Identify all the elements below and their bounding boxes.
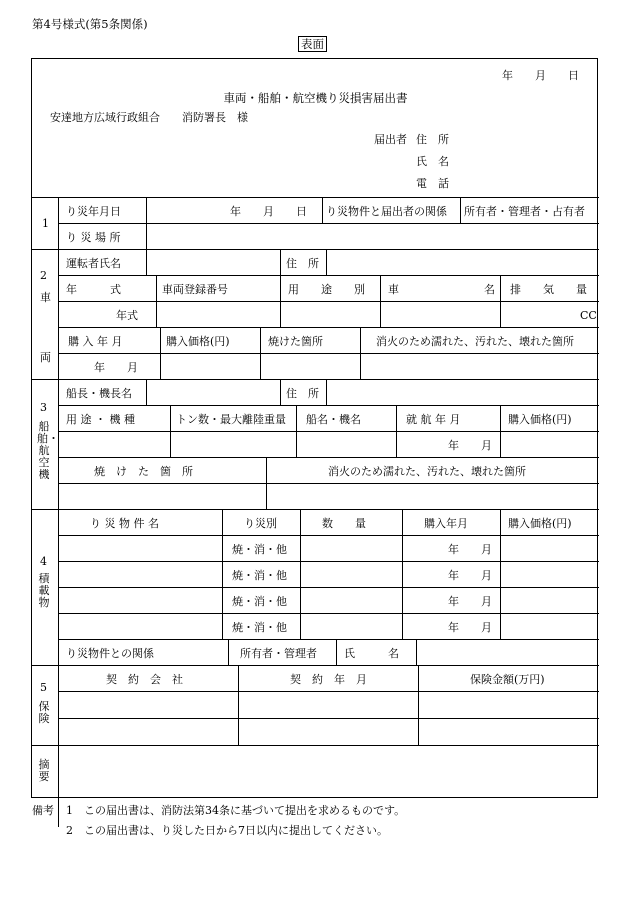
rule <box>300 509 301 639</box>
rule <box>146 379 147 405</box>
rule <box>58 561 599 562</box>
sec2-col-year: 年 式 <box>66 283 121 296</box>
sec2-wet: 消火のため濡れた、汚れた、壊れた箇所 <box>376 335 574 348</box>
rule <box>326 249 327 275</box>
sec5-col-ym: 契 約 年 月 <box>290 673 367 686</box>
submitter-address-label: 住 所 <box>416 133 449 146</box>
summary-side-label: 摘要 <box>38 758 50 783</box>
sec1-number: 1 <box>42 217 49 230</box>
rule <box>416 639 417 665</box>
rule <box>58 301 599 302</box>
sec3-ym-unit: 年 月 <box>448 439 492 452</box>
rule <box>402 509 403 639</box>
sec5-col-company: 契 約 会 社 <box>106 673 183 686</box>
form-code: 第4号様式(第5条関係) <box>32 17 148 31</box>
notes-label: 備考 <box>32 804 54 817</box>
sec4-relation-owner[interactable]: 所有者・管理者 <box>240 647 317 660</box>
rule <box>222 509 223 639</box>
rule <box>58 613 599 614</box>
sec3-col-ym: 就 航 年 月 <box>406 413 461 426</box>
sec2-col-use: 用 途 別 <box>288 283 365 296</box>
rule <box>58 457 599 458</box>
sec5-col-amount: 保険金額(万円) <box>470 673 545 686</box>
sec4-row-ym: 年 月 <box>448 543 492 556</box>
rule <box>58 483 599 484</box>
sec2-cc-unit: CC <box>580 309 597 322</box>
rule <box>58 353 599 354</box>
form-title: 車両・船舶・航空機り災損害届出書 <box>223 91 408 105</box>
sec2-side-b: 両 <box>40 351 51 364</box>
rule <box>32 197 599 198</box>
rule <box>146 249 147 275</box>
addressee: 安達地方広域行政組合 消防署長 様 <box>50 111 248 124</box>
rule <box>326 379 327 405</box>
sec2-number: 2 <box>40 269 47 282</box>
sec2-col-reg: 車両登録番号 <box>162 283 228 296</box>
sec2-col-name: 名 <box>484 283 495 296</box>
sec3-side-label: 船舶・航空機 <box>37 420 59 481</box>
rule <box>32 509 599 510</box>
sec4-row-kind[interactable]: 焼・消・他 <box>232 595 287 608</box>
sec3-wet: 消火のため濡れた、汚れた、壊れた箇所 <box>328 465 526 478</box>
rule <box>58 405 599 406</box>
rule <box>58 639 599 640</box>
sec4-col-kind: り災別 <box>244 517 277 530</box>
sec2-driver-label: 運転者氏名 <box>66 257 121 270</box>
sec1-relation-value[interactable]: 所有者・管理者・占有者 <box>464 205 585 218</box>
submitter-label: 届出者 <box>374 133 407 146</box>
sec3-number: 3 <box>40 401 47 414</box>
rule <box>58 691 599 692</box>
sec4-col-price: 購入価格(円) <box>508 517 572 530</box>
sec4-col-qty: 数 量 <box>322 517 366 530</box>
sec1-place-label: り 災 場 所 <box>66 231 121 244</box>
rule <box>58 431 599 432</box>
sec5-side-label: 保険 <box>38 700 50 725</box>
rule <box>280 249 281 275</box>
rule <box>58 275 599 276</box>
sec2-col-disp: 排 気 量 <box>510 283 587 296</box>
rule <box>500 509 501 639</box>
sec4-col-ym: 購入年月 <box>424 517 468 530</box>
sec2-burned: 焼けた箇所 <box>268 335 323 348</box>
sec4-row-ym: 年 月 <box>448 595 492 608</box>
rule <box>280 379 281 405</box>
rule <box>32 249 599 250</box>
sec4-row-ym: 年 月 <box>448 569 492 582</box>
sec5-number: 5 <box>40 681 47 694</box>
sec3-address-label: 住 所 <box>286 387 319 400</box>
sec4-number: 4 <box>40 555 47 568</box>
submitter-phone-label: 電 話 <box>416 177 449 190</box>
rule <box>228 639 229 665</box>
sec2-side-a: 車 <box>40 291 51 304</box>
sec1-date-label: り災年月日 <box>66 205 121 218</box>
sec3-col-name: 船名・機名 <box>306 413 361 426</box>
face-label: 表面 <box>298 36 327 52</box>
rule <box>58 718 599 719</box>
sec2-year-unit: 年式 <box>116 309 138 322</box>
sec4-row-kind[interactable]: 焼・消・他 <box>232 543 287 556</box>
sec3-col-use: 用 途 ・ 機 種 <box>66 413 135 426</box>
rule <box>238 665 239 745</box>
sec4-row-kind[interactable]: 焼・消・他 <box>232 569 287 582</box>
sec2-ym-unit: 年 月 <box>94 361 138 374</box>
submitter-name-label: 氏 名 <box>416 155 449 168</box>
sec4-row-ym: 年 月 <box>448 621 492 634</box>
sec4-relation-name: 氏 名 <box>344 647 399 660</box>
sec3-burned: 焼 け た 箇 所 <box>94 465 193 478</box>
rule <box>32 379 599 380</box>
rule <box>58 535 599 536</box>
form-frame <box>31 58 598 798</box>
sec1-date-value[interactable]: 年 月 日 <box>230 205 307 218</box>
sec2-purchase-ym: 購 入 年 月 <box>68 335 123 348</box>
sec4-row-kind[interactable]: 焼・消・他 <box>232 621 287 634</box>
header-date[interactable]: 年 月 日 <box>502 69 579 82</box>
rule <box>58 223 599 224</box>
sec2-address-label: 住 所 <box>286 257 319 270</box>
section-col-divider <box>58 197 59 827</box>
rule <box>460 197 461 223</box>
rule <box>58 587 599 588</box>
note-item: 2 この届出書は、り災した日から7日以内に提出してください。 <box>66 824 388 837</box>
sec3-col-ton: トン数・最大離陸重量 <box>176 413 286 426</box>
sec4-side-label: 積載物 <box>38 572 50 609</box>
sec2-col-car: 車 <box>388 283 399 296</box>
rule <box>418 665 419 745</box>
rule <box>58 327 599 328</box>
sec4-relation-label: り災物件との関係 <box>66 647 154 660</box>
rule <box>336 639 337 665</box>
sec3-captain-label: 船長・機長名 <box>66 387 132 400</box>
sec4-col-item: り 災 物 件 名 <box>90 517 159 530</box>
rule <box>32 745 599 746</box>
rule <box>32 665 599 666</box>
note-item: 1 この届出書は、消防法第34条に基づいて提出を求めるものです。 <box>66 804 406 817</box>
sec3-col-price: 購入価格(円) <box>508 413 572 426</box>
sec2-purchase-price: 購入価格(円) <box>166 335 230 348</box>
sec1-relation-label: り災物件と届出者の関係 <box>326 205 447 218</box>
rule <box>322 197 323 223</box>
